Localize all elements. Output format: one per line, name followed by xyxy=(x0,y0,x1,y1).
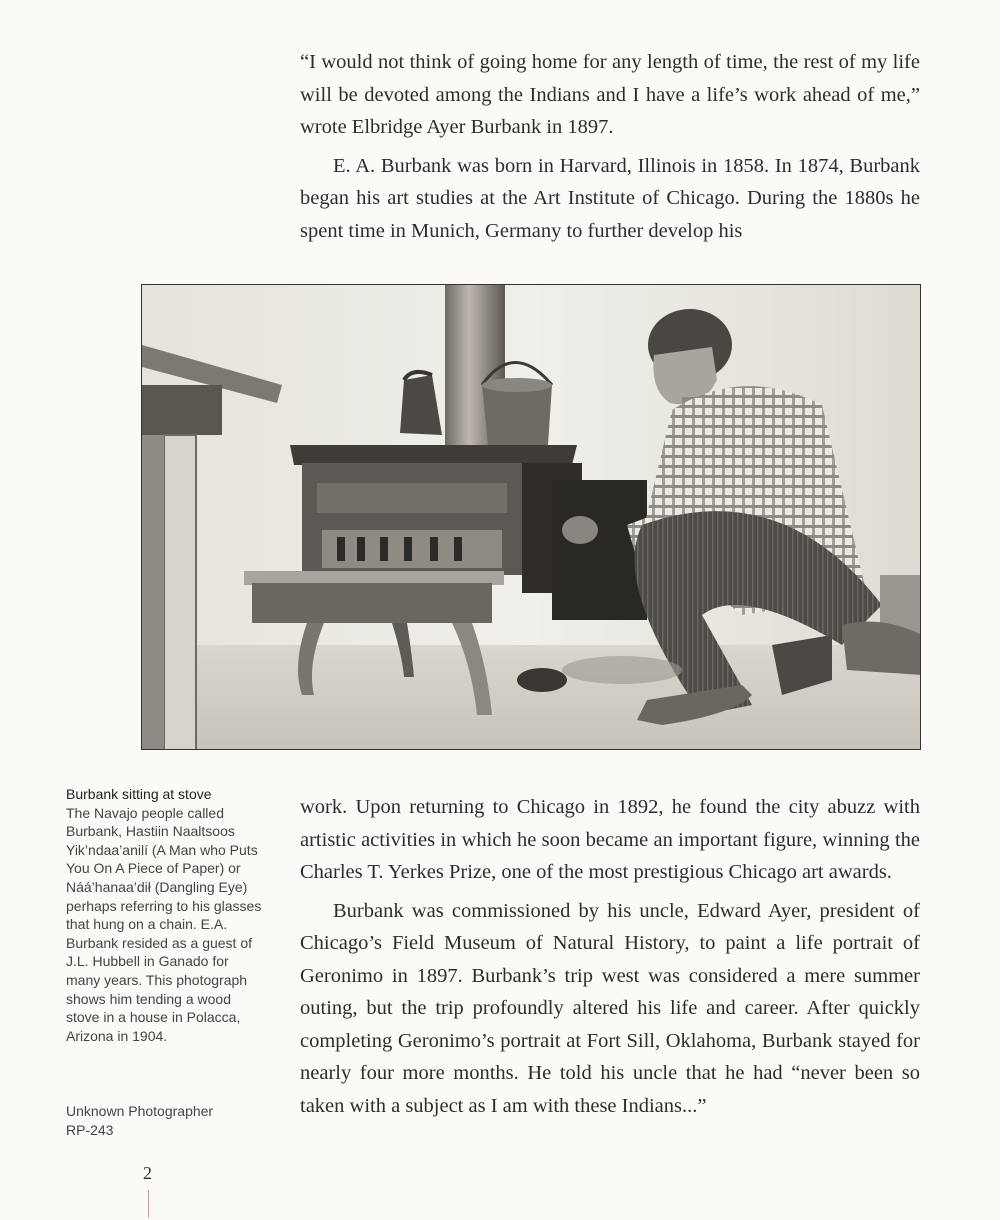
paragraph-biography: E. A. Burbank was born in Harvard, Illinois in 1858. In 1874, Burbank began his art studies at the Art Institute of Chicago. During the 1880s he spent time in Munich, Germany to further develop his xyxy=(300,154,920,242)
paragraph-chicago: work. Upon returning to Chicago in 1892, he found the city abuzz with artistic activities in which he soon became an important figure, winning the Charles T. Yerkes Prize, one of the most prestigious Chicago art awards. xyxy=(300,796,920,883)
margin-mark xyxy=(148,1190,149,1218)
caption-title: Burbank sitting at stove xyxy=(66,786,212,802)
photo-caption xyxy=(66,785,262,1045)
caption-body: The Navajo people called Burbank, Hastiin Naaltsoos Yik’ndaa’anilí (A Man who Puts You On A Piece of Paper) or Náá’hanaa’dił (Dangling Eye) perhaps referring to his glasses that hung on a chain. E.A. Burbank resided as a guest of J.L. Hubbell in Ganado for many years. This photograph shows him tending a wood stove in a house in Polacca, Arizona in 1904. xyxy=(66,804,262,1044)
photo-illustration xyxy=(142,285,921,750)
page-number: 2 xyxy=(143,1163,152,1183)
body-text-top xyxy=(300,46,920,247)
photograph-burbank-at-stove xyxy=(141,284,921,750)
body-text-bottom xyxy=(300,791,920,1122)
photo-credit xyxy=(66,1102,262,1139)
credit-name: Unknown Photographer xyxy=(66,1103,214,1119)
paragraph-quote: “I would not think of going home for any length of time, the rest of my life will be devoted among the Indians and I have a life’s work ahead of me,” wrote Elbridge Ayer Burbank in 1897. xyxy=(300,51,920,138)
paragraph-geronimo: Burbank was commissioned by his uncle, Edward Ayer, president of Chicago’s Field Museum of Natural History, to paint a life portrait of Geronimo in 1897. Burbank’s trip west was considered a mere summer outing, but the trip profoundly altered his life and career. After quickly completing Geronimo’s portrait at Fort Sill, Oklahoma, Burbank stayed for nearly four more months. He told his uncle that he had “never been so taken with a subject as I am with these Indians...” xyxy=(300,899,920,1117)
credit-id: RP-243 xyxy=(66,1121,114,1138)
